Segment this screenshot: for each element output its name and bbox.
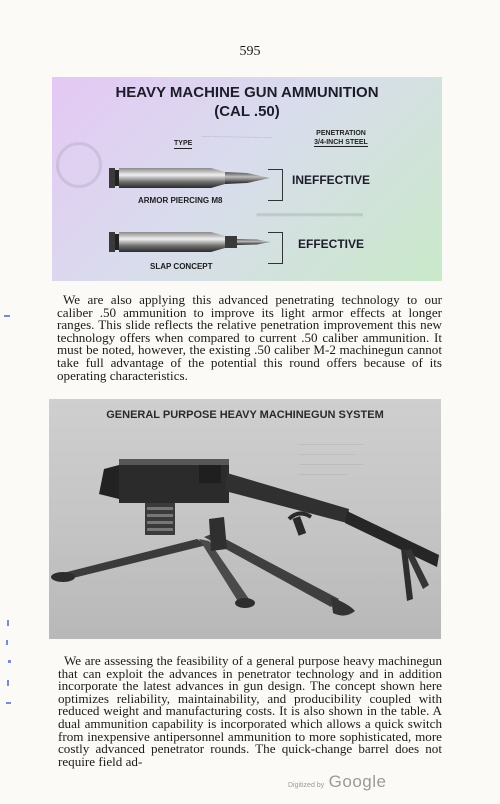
bracket-line (268, 169, 283, 201)
page-number: 595 (239, 44, 261, 59)
margin-mark (8, 660, 11, 663)
bleed-through-text: ▁▁▁▁▁▁▁▁ (257, 199, 364, 216)
digitized-by-google: Digitized by Google (288, 772, 387, 791)
margin-mark (7, 680, 9, 686)
round-result: INEFFECTIVE (292, 173, 371, 187)
paragraph: We are assessing the feasibility of a general purpose heavy machinegun that can exploit the advances in penetrator technology and in addition incorporate the latest advances in gun design. The concept shown here optimizes reliability, maintainability, and producibility coupled with reduced weight and manufacturing costs. It is also shown in the table. A dual ammunition capability is incorporated which allows a quick switch from inexpensive antipersonnel ammunition to more sophisticated, more costly advanced penetrator rounds. The quick-change barrel does not require field ad- (58, 653, 442, 769)
round-label: SLAP CONCEPT (150, 262, 213, 271)
round-label: ARMOR PIERCING M8 (138, 196, 223, 205)
armor-piercing-cartridge-icon (107, 165, 272, 191)
machinegun-on-tripod-icon (49, 399, 441, 639)
penetration-header: PENETRATION 3/4-INCH STEEL (314, 130, 368, 146)
slide-title: HEAVY MACHINE GUN AMMUNITION (CAL .50) (115, 84, 379, 120)
ammunition-slide (52, 77, 442, 281)
margin-mark (7, 620, 9, 626)
type-header: TYPE (174, 140, 193, 147)
margin-mark (6, 640, 8, 645)
bleed-through-text: ———————— ——————— ———————— —————— (299, 439, 363, 478)
margin-mark (6, 702, 11, 704)
photo-title: GENERAL PURPOSE HEAVY MACHINEGUN SYSTEM (106, 409, 384, 421)
slap-cartridge-icon (107, 229, 272, 255)
bleed-through-seal (56, 142, 102, 188)
round-result: EFFECTIVE (298, 237, 365, 251)
margin-mark (4, 315, 10, 317)
machinegun-photo (49, 399, 441, 639)
paragraph: We are also applying this advanced penetrating technology to our caliber .50 ammunition to improve its light armor effects at longer ranges. This slide reflects the relative penetration improvement this new technology offers when compared to current .50 caliber ammunition. It must be noted, however, the existing .50 caliber M-2 machinegun cannot take full advantage of the potential this round offers because of its operating characteristics. (57, 292, 442, 383)
bleed-through-text: ─────── (201, 128, 274, 145)
bracket-line (268, 232, 283, 264)
